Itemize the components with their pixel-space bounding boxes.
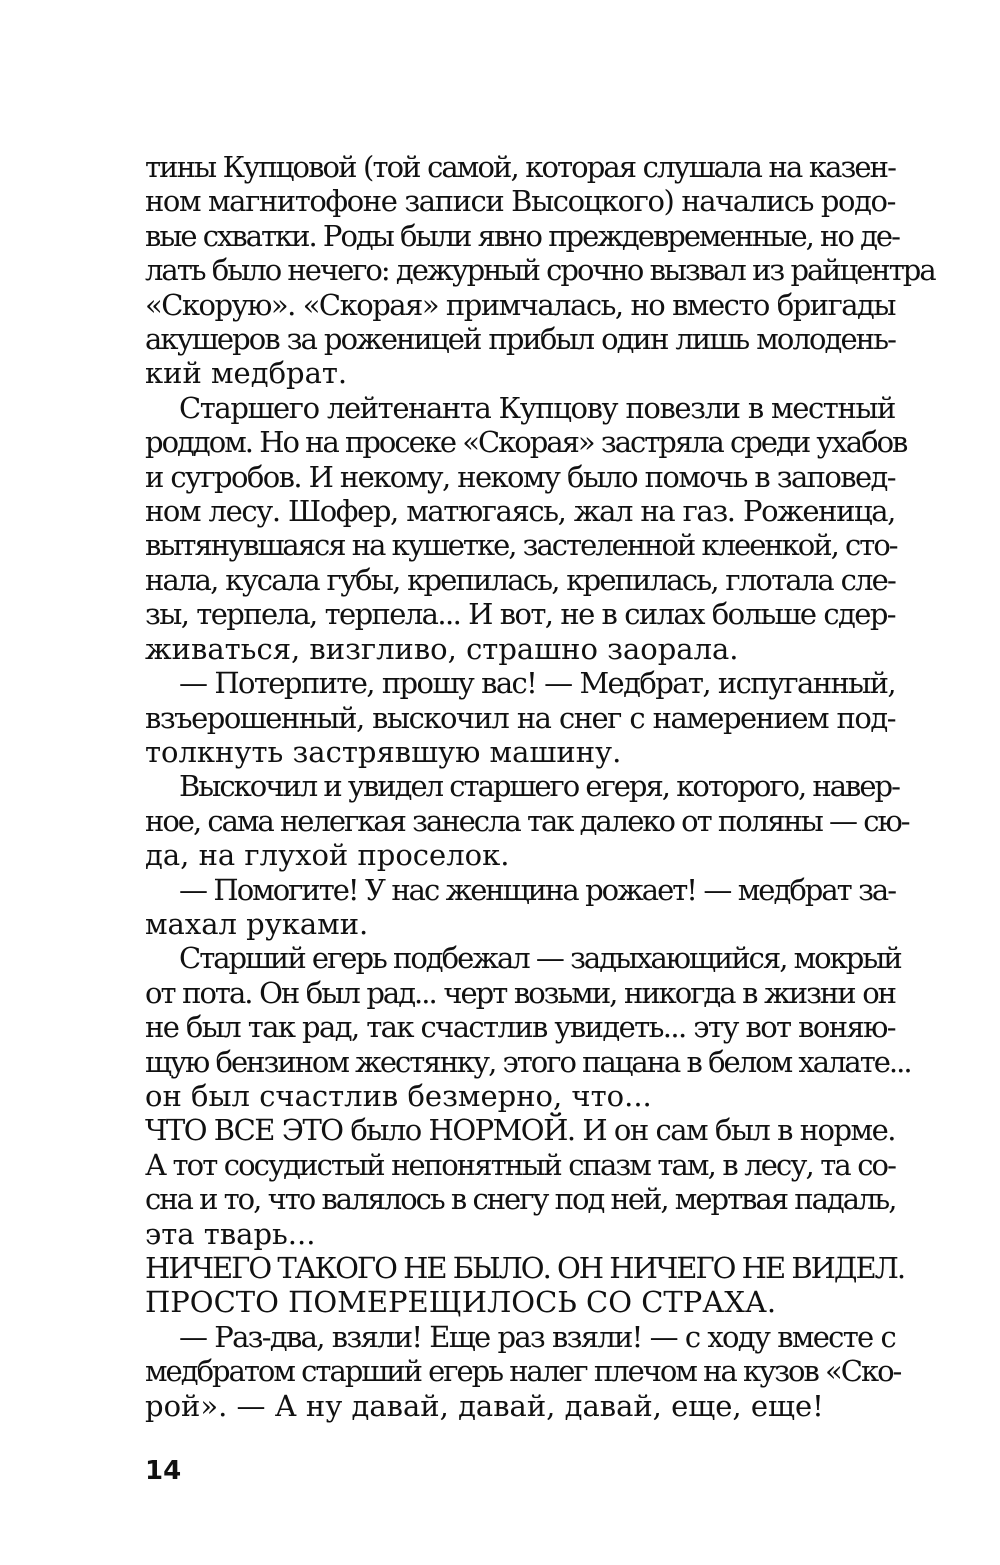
text-line: вые схватки. Роды были явно преждевременные, но де- [145, 218, 899, 253]
text-line: живаться, визгливо, страшно заорала. [145, 631, 739, 666]
paragraph [145, 941, 911, 1113]
text-line: Выскочил и увидел старшего егеря, которого, навер- [179, 769, 899, 804]
text-line: — Помогите! У нас женщина рожает! — медбрат за- [179, 872, 895, 907]
text-line: «Скорую». «Скорая» примчалась, но вместо бригады [145, 287, 895, 322]
text-line: щую бензином жестянку, этого пацана в белом халате... [145, 1044, 911, 1079]
text-line: сна и то, что валялось в снегу под ней, мертвая падаль, [145, 1182, 896, 1217]
text-line: тины Купцовой (той самой, которая слушала на казен- [145, 150, 895, 184]
text-line: НИЧЕГО ТАКОГО НЕ БЫЛО. ОН НИЧЕГО НЕ ВИДЕЛ. [145, 1251, 905, 1285]
text-line: А тот сосудистый непонятный спазм там, в лесу, та со- [145, 1147, 895, 1182]
text-line: вытянувшаяся на кушетке, застеленной клеенкой, сто- [145, 528, 897, 563]
text-line: махал руками. [145, 906, 369, 941]
text-line: лать было нечего: дежурный срочно вызвал из райцентра [145, 253, 935, 288]
paragraph [145, 390, 907, 666]
text-line: кий медбрат. [145, 356, 348, 391]
body-text [145, 150, 935, 1423]
text-line: — Потерпите, прошу вас! — Медбрат, испуганный, [179, 666, 895, 701]
text-line: медбратом старший егерь налег плечом на кузов «Ско- [145, 1354, 901, 1389]
text-line: от пота. Он был рад... черт возьми, никогда в жизни он [145, 975, 895, 1010]
text-line: ном магнитофоне записи Высоцкого) начались родо- [145, 184, 895, 219]
text-line: эта тварь... [145, 1216, 316, 1251]
text-line: зы, терпела, терпела... И вот, не в силах больше сдер- [145, 597, 895, 632]
text-line: ное, сама нелегкая занесла так далеко от поляны — сю- [145, 803, 909, 838]
text-line: взъерошенный, выскочил на снег с намерением под- [145, 700, 895, 735]
text-line: да, на глухой проселок. [145, 838, 510, 873]
text-line: ПРОСТО ПОМЕРЕЩИЛОСЬ СО СТРАХА. [145, 1285, 777, 1320]
text-line: Старший егерь подбежал — задыхающийся, мокрый [179, 941, 901, 976]
text-line: акушеров за роженицей прибыл один лишь молодень- [145, 322, 895, 357]
text-line: не был так рад, так счастлив увидеть... эту вот воняю- [145, 1010, 895, 1045]
text-line: он был счастлив безмерно, что... [145, 1078, 652, 1113]
paragraph [145, 150, 935, 391]
text-line: — Раз-два, взяли! Еще раз взяли! — с ходу вместе с [179, 1319, 895, 1354]
paragraph [145, 873, 895, 942]
text-line: нала, кусала губы, крепилась, крепилась, глотала сле- [145, 562, 895, 597]
text-line: ЧТО ВСЕ ЭТО было НОРМОЙ. И он сам был в норме. [145, 1113, 895, 1148]
text-line: Старшего лейтенанта Купцову повезли в местный [179, 390, 895, 425]
text-line: ном лесу. Шофер, матюгаясь, жал на газ. Роженица, [145, 494, 895, 529]
text-line: толкнуть застрявшую машину. [145, 734, 622, 769]
page-number: 14 [145, 1456, 182, 1486]
paragraph [145, 1251, 905, 1320]
text-line: и сугробов. И некому, некому было помочь в заповед- [145, 459, 895, 494]
paragraph [145, 769, 909, 873]
paragraph [145, 1113, 895, 1251]
text-line: роддом. Но на просеке «Скорая» застряла среди ухабов [145, 425, 907, 460]
paragraph [145, 666, 895, 769]
text-line: рой». — А ну давай, давай, давай, еще, еще! [145, 1388, 824, 1423]
paragraph [145, 1319, 901, 1423]
